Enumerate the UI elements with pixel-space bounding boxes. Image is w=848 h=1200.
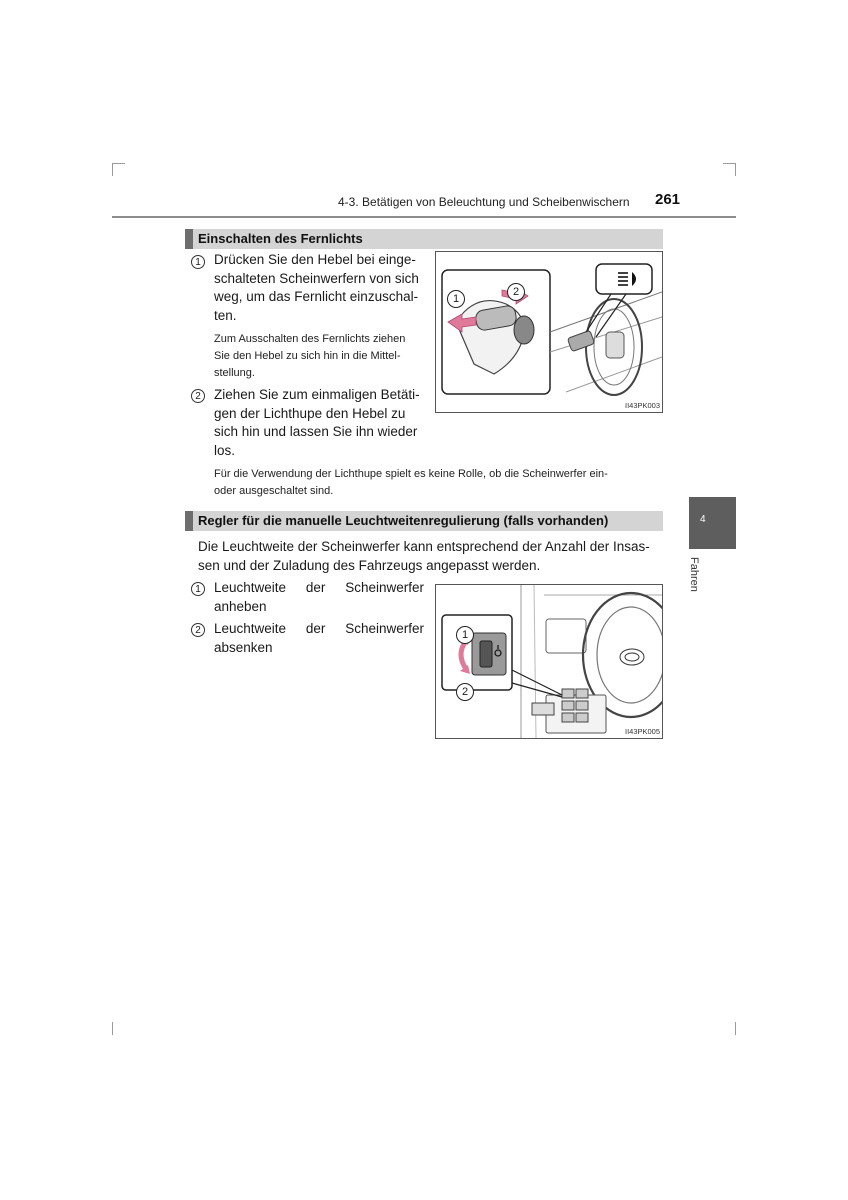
- crop-mark-bottom-right-v: [735, 1022, 736, 1035]
- text-line: ten.: [214, 307, 237, 323]
- chapter-title: 4-3. Betätigen von Beleuchtung und Scheibenwischern: [338, 195, 630, 209]
- page-number: 261: [655, 191, 681, 208]
- leveling-dial-illustration: [436, 585, 662, 738]
- crop-mark-top-right-v: [735, 163, 736, 176]
- chapter-side-tab-number: 4: [700, 514, 706, 525]
- text-line: Leuchtweite der Scheinwerfer: [214, 580, 424, 595]
- text-line: absenken: [214, 639, 273, 655]
- text-line: sich hin und lassen Sie ihn wieder: [214, 424, 418, 439]
- crop-mark-top-left-v: [112, 163, 113, 176]
- figure-callout-2: 2: [456, 683, 474, 701]
- text-line: Leuchtweite der Scheinwerfer: [214, 621, 424, 636]
- text-line: oder ausgeschaltet sind.: [214, 485, 334, 497]
- crop-mark-bottom-left-v: [112, 1022, 113, 1035]
- headlight-lever-illustration: [436, 252, 662, 412]
- text-line: sen und der Zuladung des Fahrzeugs angepasst werden.: [198, 557, 541, 573]
- chapter-side-tab: [689, 497, 736, 549]
- section-title-leveling: Regler für die manuelle Leuchtweitenregulierung (falls vorhanden): [185, 511, 663, 531]
- figure-headlight-lever: [435, 251, 663, 413]
- figure-code: II43PK005: [625, 727, 661, 736]
- leveling-raise: [214, 579, 424, 616]
- text-line: Sie den Hebel zu sich hin in die Mittel-: [214, 350, 401, 362]
- leveling-lower: [214, 620, 424, 657]
- text-line: Für die Verwendung der Lichthupe spielt es keine Rolle, ob die Scheinwerfer ein-: [214, 468, 608, 480]
- section-title-high-beam: Einschalten des Fernlichts: [185, 229, 663, 249]
- text-line: Drücken Sie den Hebel bei einge-: [214, 252, 416, 267]
- text-line: Ziehen Sie zum einmaligen Betäti-: [214, 387, 420, 402]
- leveling-intro: [198, 538, 660, 575]
- figure-callout-1: 1: [447, 290, 465, 308]
- high-beam-off-note: [214, 331, 424, 382]
- text-line: schalteten Scheinwerfern von sich: [214, 270, 419, 286]
- figure-callout-2: 2: [507, 283, 525, 301]
- text-line: gen der Lichthupe den Hebel zu: [214, 405, 406, 421]
- header-divider: [112, 216, 736, 218]
- text-line: los.: [214, 442, 236, 458]
- item-number-badge: 1: [191, 255, 205, 269]
- flash-note: [214, 466, 660, 500]
- chapter-side-label: Fahren: [688, 557, 700, 592]
- text-line: Zum Ausschalten des Fernlichts ziehen: [214, 333, 406, 345]
- figure-code: II43PK003: [625, 401, 661, 410]
- figure-callout-1: 1: [456, 626, 474, 644]
- figure-leveling-dial: [435, 584, 663, 739]
- flash-headlight-step: [214, 386, 424, 460]
- item-number-badge: 2: [191, 389, 205, 403]
- text-line: stellung.: [214, 367, 255, 379]
- high-beam-step1: [214, 251, 424, 325]
- text-line: anheben: [214, 598, 267, 614]
- crop-mark-top-left-h: [112, 163, 125, 164]
- text-line: weg, um das Fernlicht einzuschal-: [214, 289, 419, 304]
- item-number-badge: 1: [191, 582, 205, 596]
- item-number-badge: 2: [191, 623, 205, 637]
- text-line: Die Leuchtweite der Scheinwerfer kann entsprechend der Anzahl der Insas-: [198, 539, 650, 554]
